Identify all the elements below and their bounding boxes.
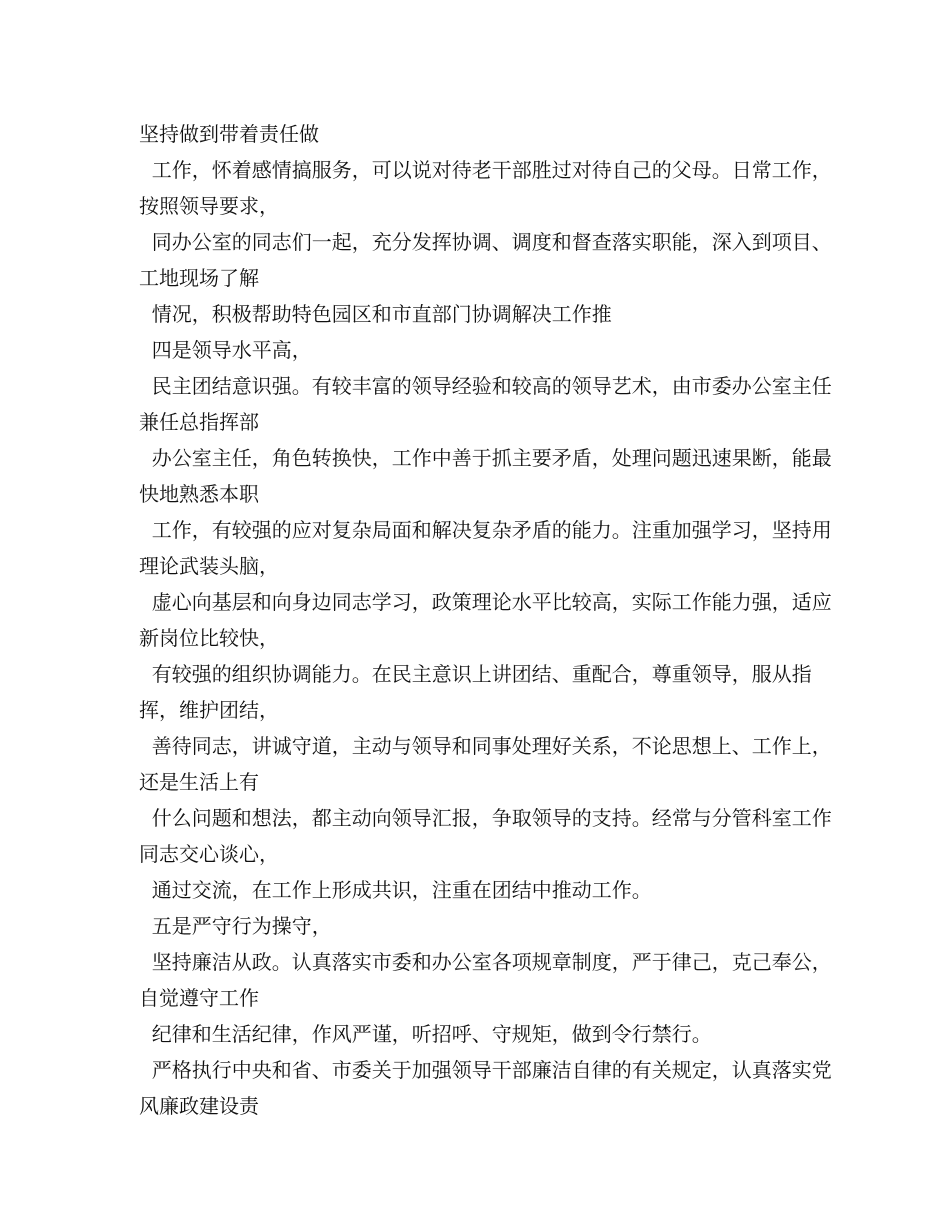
paragraph: 坚持做到带着责任做 xyxy=(139,122,319,146)
paragraph: 有较强的组织协调能力。在民主意识上讲团结、重配合，尊重领导，服从指挥，维护团结， xyxy=(139,662,812,722)
paragraph: 什么问题和想法，都主动向领导汇报，争取领导的支持。经常与分管科室工作同志交心谈心， xyxy=(139,806,832,866)
paragraph: 工作，有较强的应对复杂局面和解决复杂矛盾的能力。注重加强学习，坚持用理论武装头脑， xyxy=(139,518,832,578)
paragraph: 纪律和生活纪律，作风严谨，听招呼、守规矩，做到令行禁行。 xyxy=(139,1022,712,1046)
paragraph: 虚心向基层和向身边同志学习，政策理论水平比较高，实际工作能力强，适应新岗位比较快， xyxy=(139,590,832,650)
paragraph: 四是领导水平高， xyxy=(139,338,312,362)
paragraph: 通过交流，在工作上形成共识，注重在团结中推动工作。 xyxy=(139,878,652,902)
paragraph: 坚持廉洁从政。认真落实市委和办公室各项规章制度，严于律己，克己奉公，自觉遵守工作 xyxy=(139,950,832,1010)
paragraph: 善待同志，讲诚守道，主动与领导和同事处理好关系，不论思想上、工作上，还是生活上有 xyxy=(139,734,832,794)
paragraph: 情况，积极帮助特色园区和市直部门协调解决工作推 xyxy=(139,302,612,326)
paragraph: 严格执行中央和省、市委关于加强领导干部廉洁自律的有关规定，认真落实党风廉政建设责 xyxy=(139,1058,832,1118)
paragraph: 五是严守行为操守， xyxy=(139,914,332,938)
paragraph: 办公室主任，角色转换快，工作中善于抓主要矛盾，处理问题迅速果断，能最快地熟悉本职 xyxy=(139,446,832,506)
paragraph: 工作，怀着感情搞服务，可以说对待老干部胜过对待自己的父母。日常工作，按照领导要求， xyxy=(139,158,832,218)
paragraph: 民主团结意识强。有较丰富的领导经验和较高的领导艺术，由市委办公室主任兼任总指挥部 xyxy=(139,374,832,434)
paragraph: 同办公室的同志们一起，充分发挥协调、调度和督查落实职能，深入到项目、工地现场了解 xyxy=(139,230,832,290)
